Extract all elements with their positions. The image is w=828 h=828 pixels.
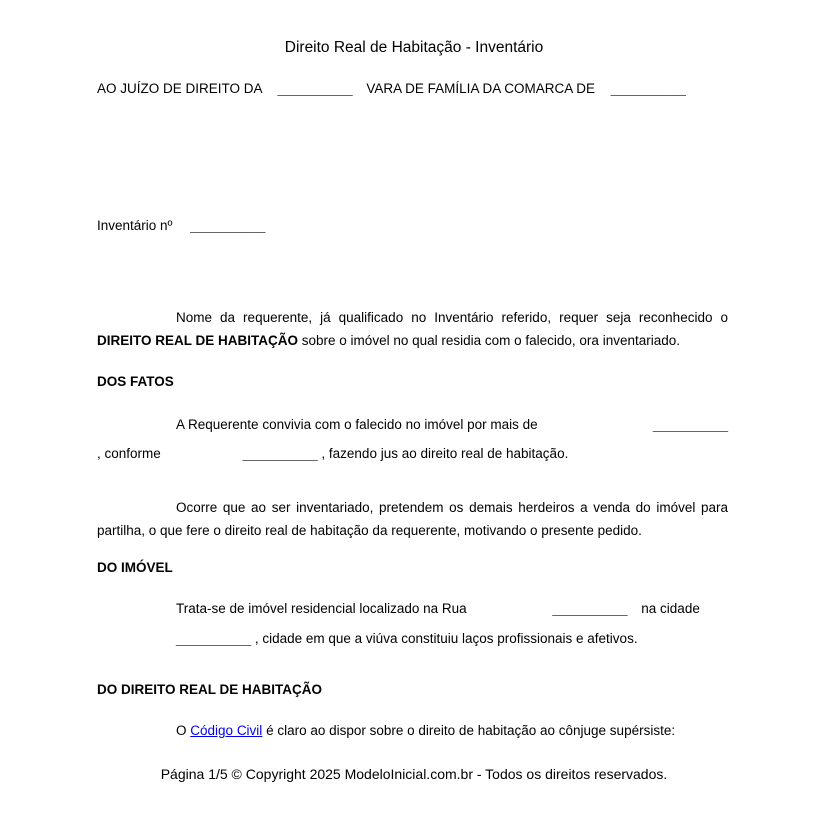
intro-paragraph (97, 307, 728, 352)
inventory-number-line (97, 217, 728, 235)
imovel-line2-text: , cidade em que a viúva constituiu laços profissionais e afetivos. (254, 631, 638, 646)
imovel-line-2 (97, 630, 728, 648)
direito-paragraph (97, 722, 807, 740)
blank-field-rua[interactable]: __________ (552, 601, 628, 616)
imovel-line1-rest: na cidade (641, 601, 700, 616)
fatos-line2-rest: , fazendo jus ao direito real de habitação. (321, 446, 569, 461)
addressing-line (97, 80, 728, 98)
direito-text-lead: O (176, 723, 187, 738)
intro-bold-term: DIREITO REAL DE HABITAÇÃO (97, 332, 299, 348)
blank-field-cidade[interactable]: __________ (176, 631, 252, 646)
intro-text-after: sobre o imóvel no qual residia com o falecido, ora inventariado. (301, 332, 680, 348)
blank-field-vara[interactable]: __________ (277, 81, 353, 96)
imovel-line1-text: Trata-se de imóvel residencial localizado na Rua (176, 601, 467, 616)
addressing-text-2: VARA DE FAMÍLIA DA COMARCA DE (366, 81, 595, 96)
fatos-line-1 (97, 416, 728, 434)
fatos-line1-text: A Requerente convivia com o falecido no imóvel por mais de (176, 417, 538, 432)
blank-field-inventario-numero[interactable]: __________ (190, 218, 266, 233)
inventory-number-label: Inventário nº (97, 218, 173, 233)
document-title: Direito Real de Habitação - Inventário (284, 39, 544, 56)
heading-do-direito-real: DO DIREITO REAL DE HABITAÇÃO (97, 682, 323, 697)
addressing-text-1: AO JUÍZO DE DIREITO DA (97, 81, 262, 96)
blank-field-tempo-convivencia[interactable]: __________ (652, 417, 728, 432)
heading-do-imovel: DO IMÓVEL (97, 560, 173, 575)
fatos-line2-lead: , conforme (97, 446, 161, 461)
heading-dos-fatos: DOS FATOS (97, 374, 174, 389)
imovel-line-1 (97, 600, 728, 618)
fatos-paragraph-2: Ocorre que ao ser inventariado, pretendem os demais herdeiros a venda do imóvel para partilha, o que fere o direito real de habitação da requerente, motivando o presente pedido. (97, 500, 728, 538)
page-footer: Página 1/5 © Copyright 2025 ModeloInicial.com.br - Todos os direitos reservados. (160, 766, 668, 782)
direito-text-rest: é claro ao dispor sobre o direito de habitação ao cônjuge supérsiste: (266, 723, 676, 738)
blank-field-comarca[interactable]: __________ (610, 81, 686, 96)
codigo-civil-link[interactable]: Código Civil (190, 723, 263, 738)
blank-field-documento[interactable]: __________ (242, 446, 318, 461)
fatos-line-2 (97, 445, 728, 463)
intro-text-before: Nome da requerente, já qualificado no Inventário referido, requer seja reconhecido o (176, 310, 728, 325)
